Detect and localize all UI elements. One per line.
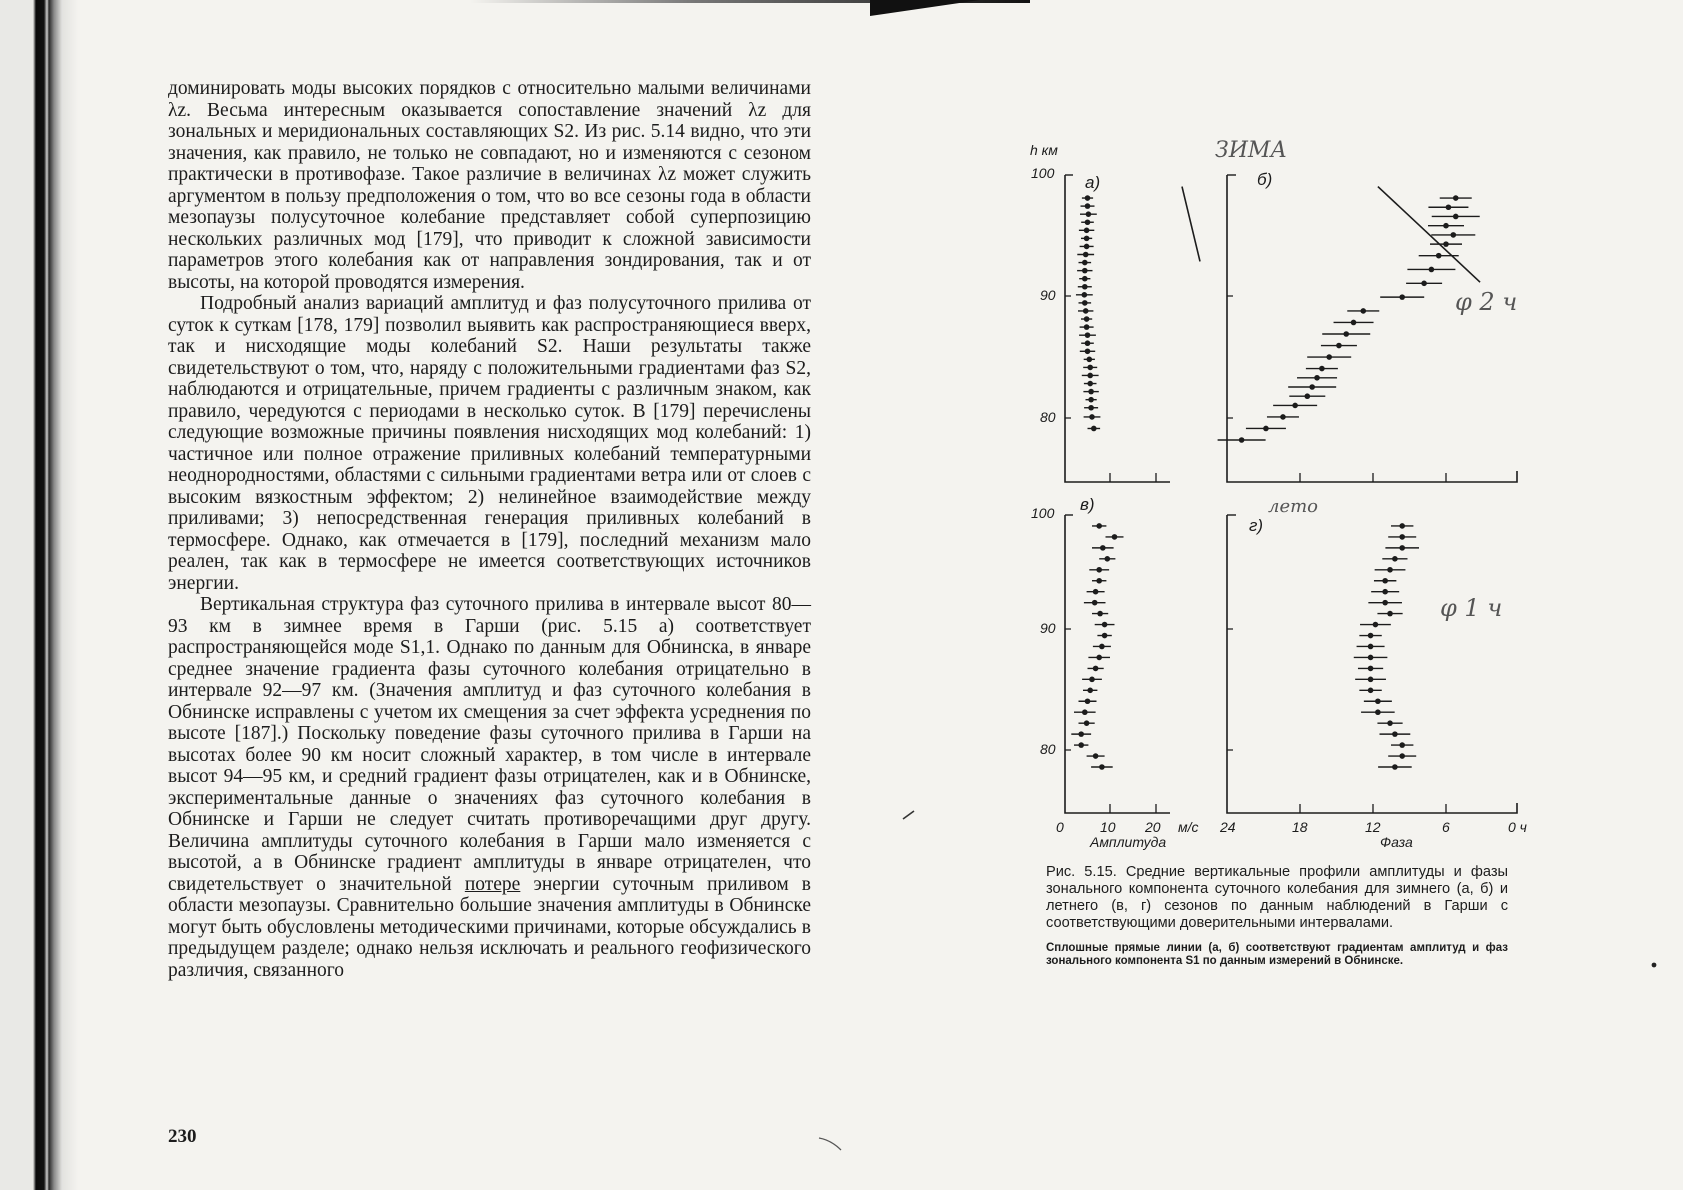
data-point <box>1382 600 1388 606</box>
data-point <box>1392 556 1398 562</box>
data-point <box>1305 393 1311 399</box>
data-point <box>1314 375 1320 381</box>
data-point <box>1087 381 1093 387</box>
panel-label-a: а) <box>1085 173 1101 192</box>
figure-5-15 <box>1000 130 1560 850</box>
figure-caption <box>1046 864 1508 968</box>
data-point <box>1084 228 1090 234</box>
data-point <box>1102 633 1108 639</box>
data-point <box>1088 405 1094 411</box>
amp-unit: м/с <box>1178 819 1199 835</box>
data-point <box>1399 294 1405 300</box>
data-point <box>1082 709 1088 715</box>
caption-note-text: Сплошные прямые линии (а, б) соответствуют градиентам амплитуд и фаз зонального компонента S1 по данным измерений в Обнинске. <box>1046 942 1508 967</box>
data-point <box>1443 223 1449 229</box>
data-point <box>1096 523 1102 529</box>
tick-80-top: 80 <box>1040 409 1056 425</box>
stray-pen-mark <box>900 806 920 822</box>
data-point <box>1084 324 1090 330</box>
data-point <box>1084 720 1090 726</box>
data-point <box>1375 709 1381 715</box>
data-point <box>1399 523 1405 529</box>
amp-tick-10: 10 <box>1100 819 1116 835</box>
phase-tick-12: 12 <box>1365 819 1381 835</box>
data-point <box>1093 589 1099 595</box>
phase-axis-label: Фаза <box>1380 834 1413 850</box>
tick-90-top: 90 <box>1040 287 1056 303</box>
underlined-word: потере <box>464 873 521 895</box>
data-point <box>1078 731 1084 737</box>
panel-label-b: б) <box>1257 170 1273 189</box>
handwritten-phi-1h: φ 1 ч <box>1440 594 1503 622</box>
data-point <box>1087 373 1093 379</box>
data-point <box>1093 753 1099 759</box>
paragraph-3-part-a: Вертикальная структура фаз суточного прилива в интервале высот 80—93 км в зимнее время в Гарши (рис. 5.15 а) соответствует распространяющейся моде S1,1. Однако по данным для Обнинска, в январе среднее значение градиента фазы суточного колебания отрицательно в интервале 92—97 км. (Значения амплитуд и фаз суточного колебания в Обнинске исправлены с учетом их смещения за счет эффекта усреднения по высоте [187].) Поскольку поведение фазы суточного прилива в Гарши на высотах более 90 км носит сложный характер, в том числе в интервале высот 94—95 км, и средний градиент фазы отрицателен, как и в Обнинске, экспериментальные данные о значениях фаз суточного колебания в Обнинске и Гарши не следует считать противоречащими друг другу. Величина амплитуды суточного колебания в Гарши мало изменяется с высотой, а в Обнинске градиент амплитуды в январе отрицателен, что свидетельствует о значительной <box>168 594 811 895</box>
panel-label-g: г) <box>1249 516 1264 535</box>
paragraph-1: доминировать моды высоких порядков с относительно малыми величинами λz. Весьма интересным оказывается сопоставление значений λz для зональных и меридиональных составляющих S2. Из рис. 5.14 видно, что эти значения, как правило, не только не совпадают, но и изменяются с сезоном практически в противофазе. Такое различие в величинах λz может служить аргументом в пользу предположения о том, что во все сезоны года в области мезопаузы полусуточное колебание представляет собой суперпозицию нескольких различных мод [179], что приводит к сложной зависимости параметров этого колебания как от направления зондирования, так и от высоты, на которой проводятся измерения. <box>168 78 811 293</box>
data-point <box>1263 426 1269 432</box>
data-point <box>1084 244 1090 250</box>
data-point <box>1382 589 1388 595</box>
amp-tick-0: 0 <box>1056 819 1064 835</box>
data-point <box>1105 556 1111 562</box>
tick-90-bottom: 90 <box>1040 620 1056 636</box>
data-point <box>1451 232 1457 238</box>
data-point <box>1085 340 1091 346</box>
data-point <box>1085 203 1091 209</box>
data-point <box>1096 578 1102 584</box>
data-point <box>1399 753 1405 759</box>
data-point <box>1086 211 1092 217</box>
data-point <box>1453 214 1459 220</box>
plot-panel-b <box>1218 187 1480 443</box>
stray-pen-mark-2 <box>817 1135 847 1155</box>
data-point <box>1097 611 1103 617</box>
data-point <box>1093 666 1099 672</box>
data-point <box>1453 195 1459 201</box>
data-point <box>1087 365 1093 371</box>
left-page-text <box>168 78 811 981</box>
tick-100-bottom: 100 <box>1031 505 1055 521</box>
data-point <box>1399 534 1405 540</box>
data-point <box>1368 655 1374 661</box>
data-point <box>1096 655 1102 661</box>
paragraph-3 <box>168 594 811 981</box>
gradient-line <box>1182 187 1200 262</box>
data-point <box>1387 720 1393 726</box>
data-point <box>1112 534 1118 540</box>
data-point <box>1368 688 1374 694</box>
data-point <box>1089 677 1095 683</box>
axis-frames <box>1065 175 1517 813</box>
data-point <box>1280 414 1286 420</box>
data-point <box>1091 426 1097 432</box>
data-point <box>1309 384 1315 390</box>
data-point <box>1078 742 1084 748</box>
data-point <box>1373 622 1379 628</box>
stray-dot <box>1650 960 1658 970</box>
handwritten-phi-2h: φ 2 ч <box>1455 288 1518 316</box>
data-point <box>1082 284 1088 290</box>
data-point <box>1421 281 1427 287</box>
data-point <box>1083 252 1089 258</box>
paragraph-3-part-b: энергии суточным приливом в области мезопаузы. Сравнительно большие значения амплитуды в Обнинске могут быть обусловлены методическими причинами, которые обсуждались в предыдущем разделе; однако нельзя исключать и реального геофизического различия, связанного <box>168 873 811 981</box>
data-point <box>1089 414 1095 420</box>
handwritten-summer: лето <box>1268 496 1319 517</box>
panel-label-v: в) <box>1080 495 1095 514</box>
data-point <box>1446 204 1452 210</box>
data-point <box>1088 389 1094 395</box>
phase-tick-6: 6 <box>1442 819 1450 835</box>
data-point <box>1436 253 1442 259</box>
caption-main-text: Рис. 5.15. Средние вертикальные профили амплитуды и фазы зонального компонента суточного колебания для зимнего (а, б) и летнего (в, г) сезонов по данным наблюдений в Гарши с соответствующими доверительными интервалами. <box>1046 864 1508 931</box>
data-point <box>1326 354 1332 360</box>
data-point <box>1100 545 1106 551</box>
phase-tick-0h: 0 ч <box>1508 819 1527 835</box>
book-spine-shadow <box>0 0 78 1190</box>
data-point <box>1099 644 1105 650</box>
data-point <box>1392 731 1398 737</box>
plot-panel-a <box>1076 187 1200 432</box>
data-point <box>1387 567 1393 573</box>
data-point <box>1082 268 1088 274</box>
tick-100-top: 100 <box>1031 165 1055 181</box>
data-point <box>1239 437 1245 443</box>
caption-main <box>1046 864 1508 932</box>
data-point <box>1368 677 1374 683</box>
data-point <box>1082 276 1088 282</box>
handwritten-winter: ЗИМА <box>1215 138 1288 163</box>
tick-80-bottom: 80 <box>1040 741 1056 757</box>
data-point <box>1085 195 1091 201</box>
data-point <box>1443 241 1449 247</box>
y-axis-title: h км <box>1030 142 1058 158</box>
data-point <box>1092 600 1098 606</box>
data-point <box>1087 688 1093 694</box>
data-point <box>1099 764 1105 770</box>
caption-note <box>1046 942 1508 968</box>
amp-axis-label: Амплитуда <box>1090 834 1167 850</box>
data-point <box>1085 348 1091 354</box>
data-point <box>1387 611 1393 617</box>
data-point <box>1399 742 1405 748</box>
data-point <box>1085 332 1091 338</box>
data-point <box>1336 343 1342 349</box>
data-point <box>1399 545 1405 551</box>
data-point <box>1368 666 1374 672</box>
data-point <box>1375 698 1381 704</box>
plot-panel-g <box>1354 523 1419 770</box>
data-point <box>1360 308 1366 314</box>
page-number: 230 <box>168 1126 197 1147</box>
data-point <box>1382 578 1388 584</box>
phase-tick-18: 18 <box>1292 819 1308 835</box>
data-point <box>1088 397 1094 403</box>
data-point <box>1319 366 1325 372</box>
data-point <box>1085 698 1091 704</box>
data-point <box>1368 633 1374 639</box>
data-point <box>1096 567 1102 573</box>
phase-tick-24: 24 <box>1220 819 1236 835</box>
data-point <box>1084 236 1090 242</box>
data-point <box>1082 292 1088 298</box>
data-point <box>1082 300 1088 306</box>
data-point <box>1085 219 1091 225</box>
amp-tick-20: 20 <box>1145 819 1161 835</box>
data-point <box>1087 357 1093 363</box>
data-point <box>1351 320 1357 326</box>
data-point <box>1292 403 1298 409</box>
data-point <box>1392 764 1398 770</box>
data-point <box>1082 260 1088 266</box>
data-point <box>1343 331 1349 337</box>
data-point <box>1368 644 1374 650</box>
data-point <box>1083 308 1089 314</box>
data-point <box>1084 316 1090 322</box>
scan-edge-wedge <box>870 0 980 16</box>
data-point <box>1429 267 1435 273</box>
plot-panel-v <box>1071 523 1123 770</box>
data-point <box>1102 622 1108 628</box>
paragraph-2: Подробный анализ вариаций амплитуд и фаз полусуточного прилива от суток к суткам [178, 179] позволил выявить как распространяющиеся вверх, так и нисходящие моды колебаний S2. Наши результаты также свидетельствуют о том, что, наряду с положительными градиентами фаз S2, наблюдаются и отрицательные, причем градиенты с различным знаком, как правило, чередуются с периодами в несколько суток. В [179] перечислены следующие возможные причины появления нисходящих мод колебаний: 1) частичное или полное отражение приливных колебаний температурными неоднородностями, областями с сильными градиентами ветра или от слоев с высоким вязкостным эффектом; 2) нелинейное взаимодействие между приливами; 3) непосредственная генерация приливных колебаний в термосфере. Однако, как отмечается в [179], последний механизм мало реален, так как в термосфере не имеется соответствующих источников энергии. <box>168 293 811 594</box>
